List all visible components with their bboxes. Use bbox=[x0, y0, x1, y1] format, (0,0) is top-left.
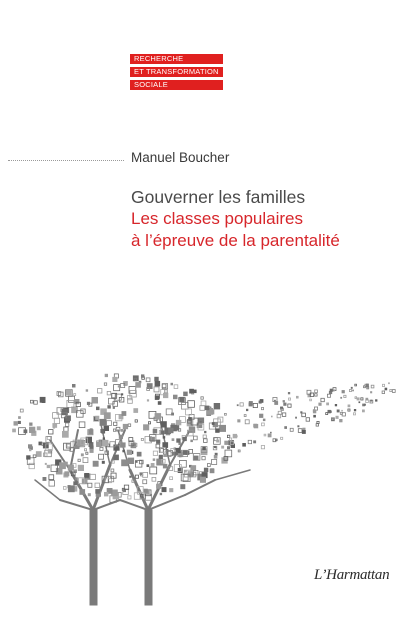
series-line-1: RECHERCHE bbox=[130, 54, 223, 64]
subtitle-line-2: à l’épreuve de la parentalité bbox=[131, 231, 340, 250]
subtitle-line-1: Les classes populaires bbox=[131, 209, 303, 228]
book-subtitle bbox=[131, 208, 340, 252]
series-label bbox=[130, 54, 223, 93]
dotted-rule bbox=[8, 160, 124, 161]
author-name: Manuel Boucher bbox=[131, 150, 230, 165]
series-line-3: SOCIALE bbox=[130, 80, 223, 90]
book-title: Gouverner les familles bbox=[131, 187, 306, 207]
series-line-2: ET TRANSFORMATION bbox=[130, 67, 223, 77]
tree-leaves bbox=[12, 374, 395, 503]
publisher-logo: L’Harmattan bbox=[314, 567, 390, 583]
